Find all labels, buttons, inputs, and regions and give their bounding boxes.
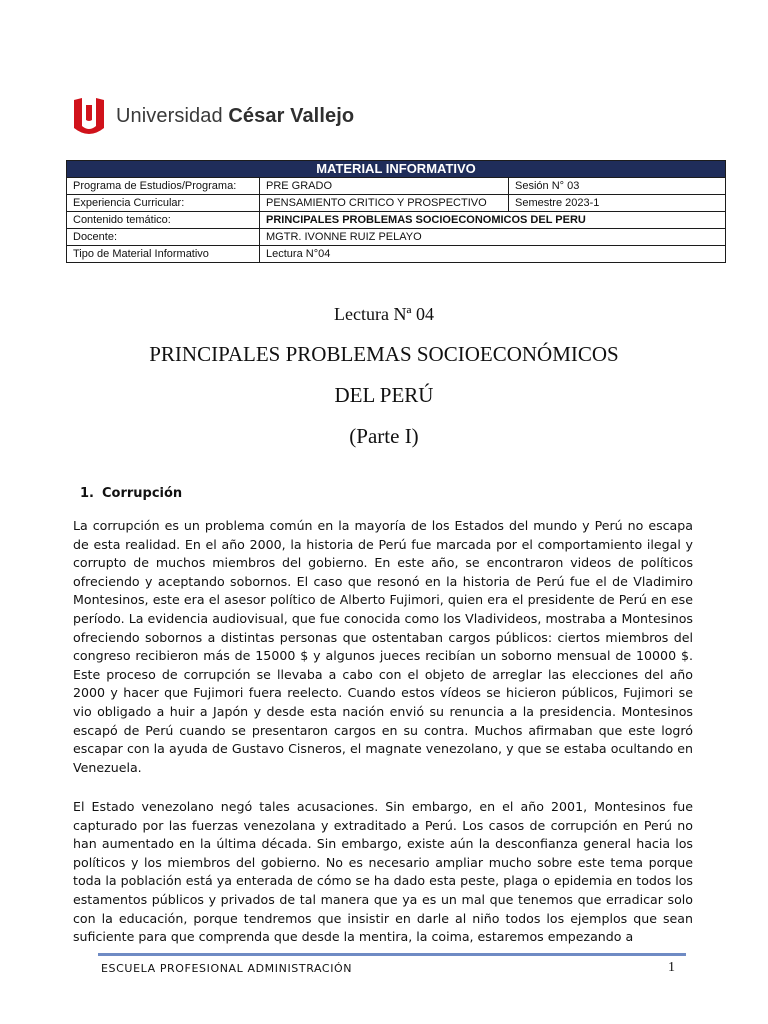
page-title: PRINCIPALES PROBLEMAS SOCIOECONÓMICOS bbox=[149, 342, 619, 366]
row-extra: Semestre 2023-1 bbox=[509, 195, 726, 212]
row-value: Lectura N°04 bbox=[260, 246, 726, 263]
paragraph: La corrupción es un problema común en la mayoría de los Estados del mundo y Perú no escapa de esta realidad. En el año 2000, la historia de Perú fue marcada por el comportamiento ilegal y corrupto de muchos miembros del gobierno. En este año, se encontraron videos de políticos ofreciendo y aceptando sobornos. El caso que resonó en la historia de Perú fue el de Vladimiro Montesinos, este era el asesor político de Alberto Fujimori, quien era el presidente de Perú en ese período. La evidencia audiovisual, que fue conocida como los Vladivideos, mostraba a Montesinos ofreciendo sobornos a distintas personas que ostentaban cargos públicos: ciertos miembros del congreso recibieron más de 15000 $ y algunos jueces recibían un soborno mensual de 10000 $. Este proceso de corrupción se llevaba a cabo con el objeto de arreglar las elecciones del año 2000 y hacer que Fujimori fuera reelecto. Cuando estos vídeos se hicieron públicos, Fujimori se vio obligado a huir a Japón y desde esta nación envió su renuncia a la presidencia. Montesinos escapó de Perú cuando se presentaron cargos en su contra. Muchos afirmaban que este logró escapar con la ayuda de Gustavo Cisneros, el magnate venezolano, y que se estaba ocultando en Venezuela. bbox=[73, 518, 693, 775]
row-value: MGTR. IVONNE RUIZ PELAYO bbox=[260, 229, 726, 246]
reading-number: Lectura Nª 04 bbox=[334, 304, 434, 324]
table-row bbox=[67, 212, 726, 229]
section-heading bbox=[80, 486, 190, 501]
row-value: PENSAMIENTO CRITICO Y PROSPECTIVO bbox=[260, 195, 509, 212]
page-title-line2: DEL PERÚ bbox=[334, 383, 434, 407]
footer-divider bbox=[98, 953, 686, 956]
page-subtitle: (Parte I) bbox=[349, 424, 419, 448]
page-number: 1 bbox=[668, 960, 675, 975]
row-label: Programa de Estudios/Programa: bbox=[67, 178, 260, 195]
row-label: Experiencia Curricular: bbox=[67, 195, 260, 212]
university-name: Universidad César Vallejo bbox=[116, 104, 355, 127]
row-label: Tipo de Material Informativo bbox=[67, 246, 260, 263]
info-table-header: MATERIAL INFORMATIVO bbox=[67, 161, 726, 178]
university-logo bbox=[72, 95, 354, 137]
section-title: Corrupción bbox=[101, 486, 183, 501]
footer-school: ESCUELA PROFESIONAL ADMINISTRACIÓN bbox=[101, 962, 353, 975]
info-table bbox=[66, 160, 726, 263]
table-row bbox=[67, 195, 726, 212]
row-value: PRE GRADO bbox=[260, 178, 509, 195]
row-value: PRINCIPALES PROBLEMAS SOCIOECONOMICOS DEL PERU bbox=[260, 212, 726, 229]
ucv-shield-icon bbox=[72, 96, 106, 136]
row-label: Docente: bbox=[67, 229, 260, 246]
paragraph: El Estado venezolano negó tales acusaciones. Sin embargo, en el año 2001, Montesinos fue capturado por las fuerzas venezolana y extraditado a Perú. Los casos de corrupción en Perú no han aumentado en la última década. Sin embargo, existe aún la desconfianza general hacia los políticos y los miembros del gobierno. No es necesario ampliar mucho sobre este tema porque toda la población está ya enterada de cómo se ha dado esta peste, plaga o epidemia en todos los estamentos públicos y privados de tal manera que ya es un mal que tenemos que erradicar solo con la educación, porque tendremos que insistir en darle al niño todos los ejemplos que sean suficiente para que comprenda que desde la mentira, la coima, estaremos empezando a bbox=[73, 799, 693, 945]
table-row bbox=[67, 229, 726, 246]
row-extra: Sesión N° 03 bbox=[509, 178, 726, 195]
table-row bbox=[67, 246, 726, 263]
info-table-header-row bbox=[67, 161, 726, 178]
table-row bbox=[67, 178, 726, 195]
section-number: 1. bbox=[80, 486, 94, 501]
row-label: Contenido temático: bbox=[67, 212, 260, 229]
